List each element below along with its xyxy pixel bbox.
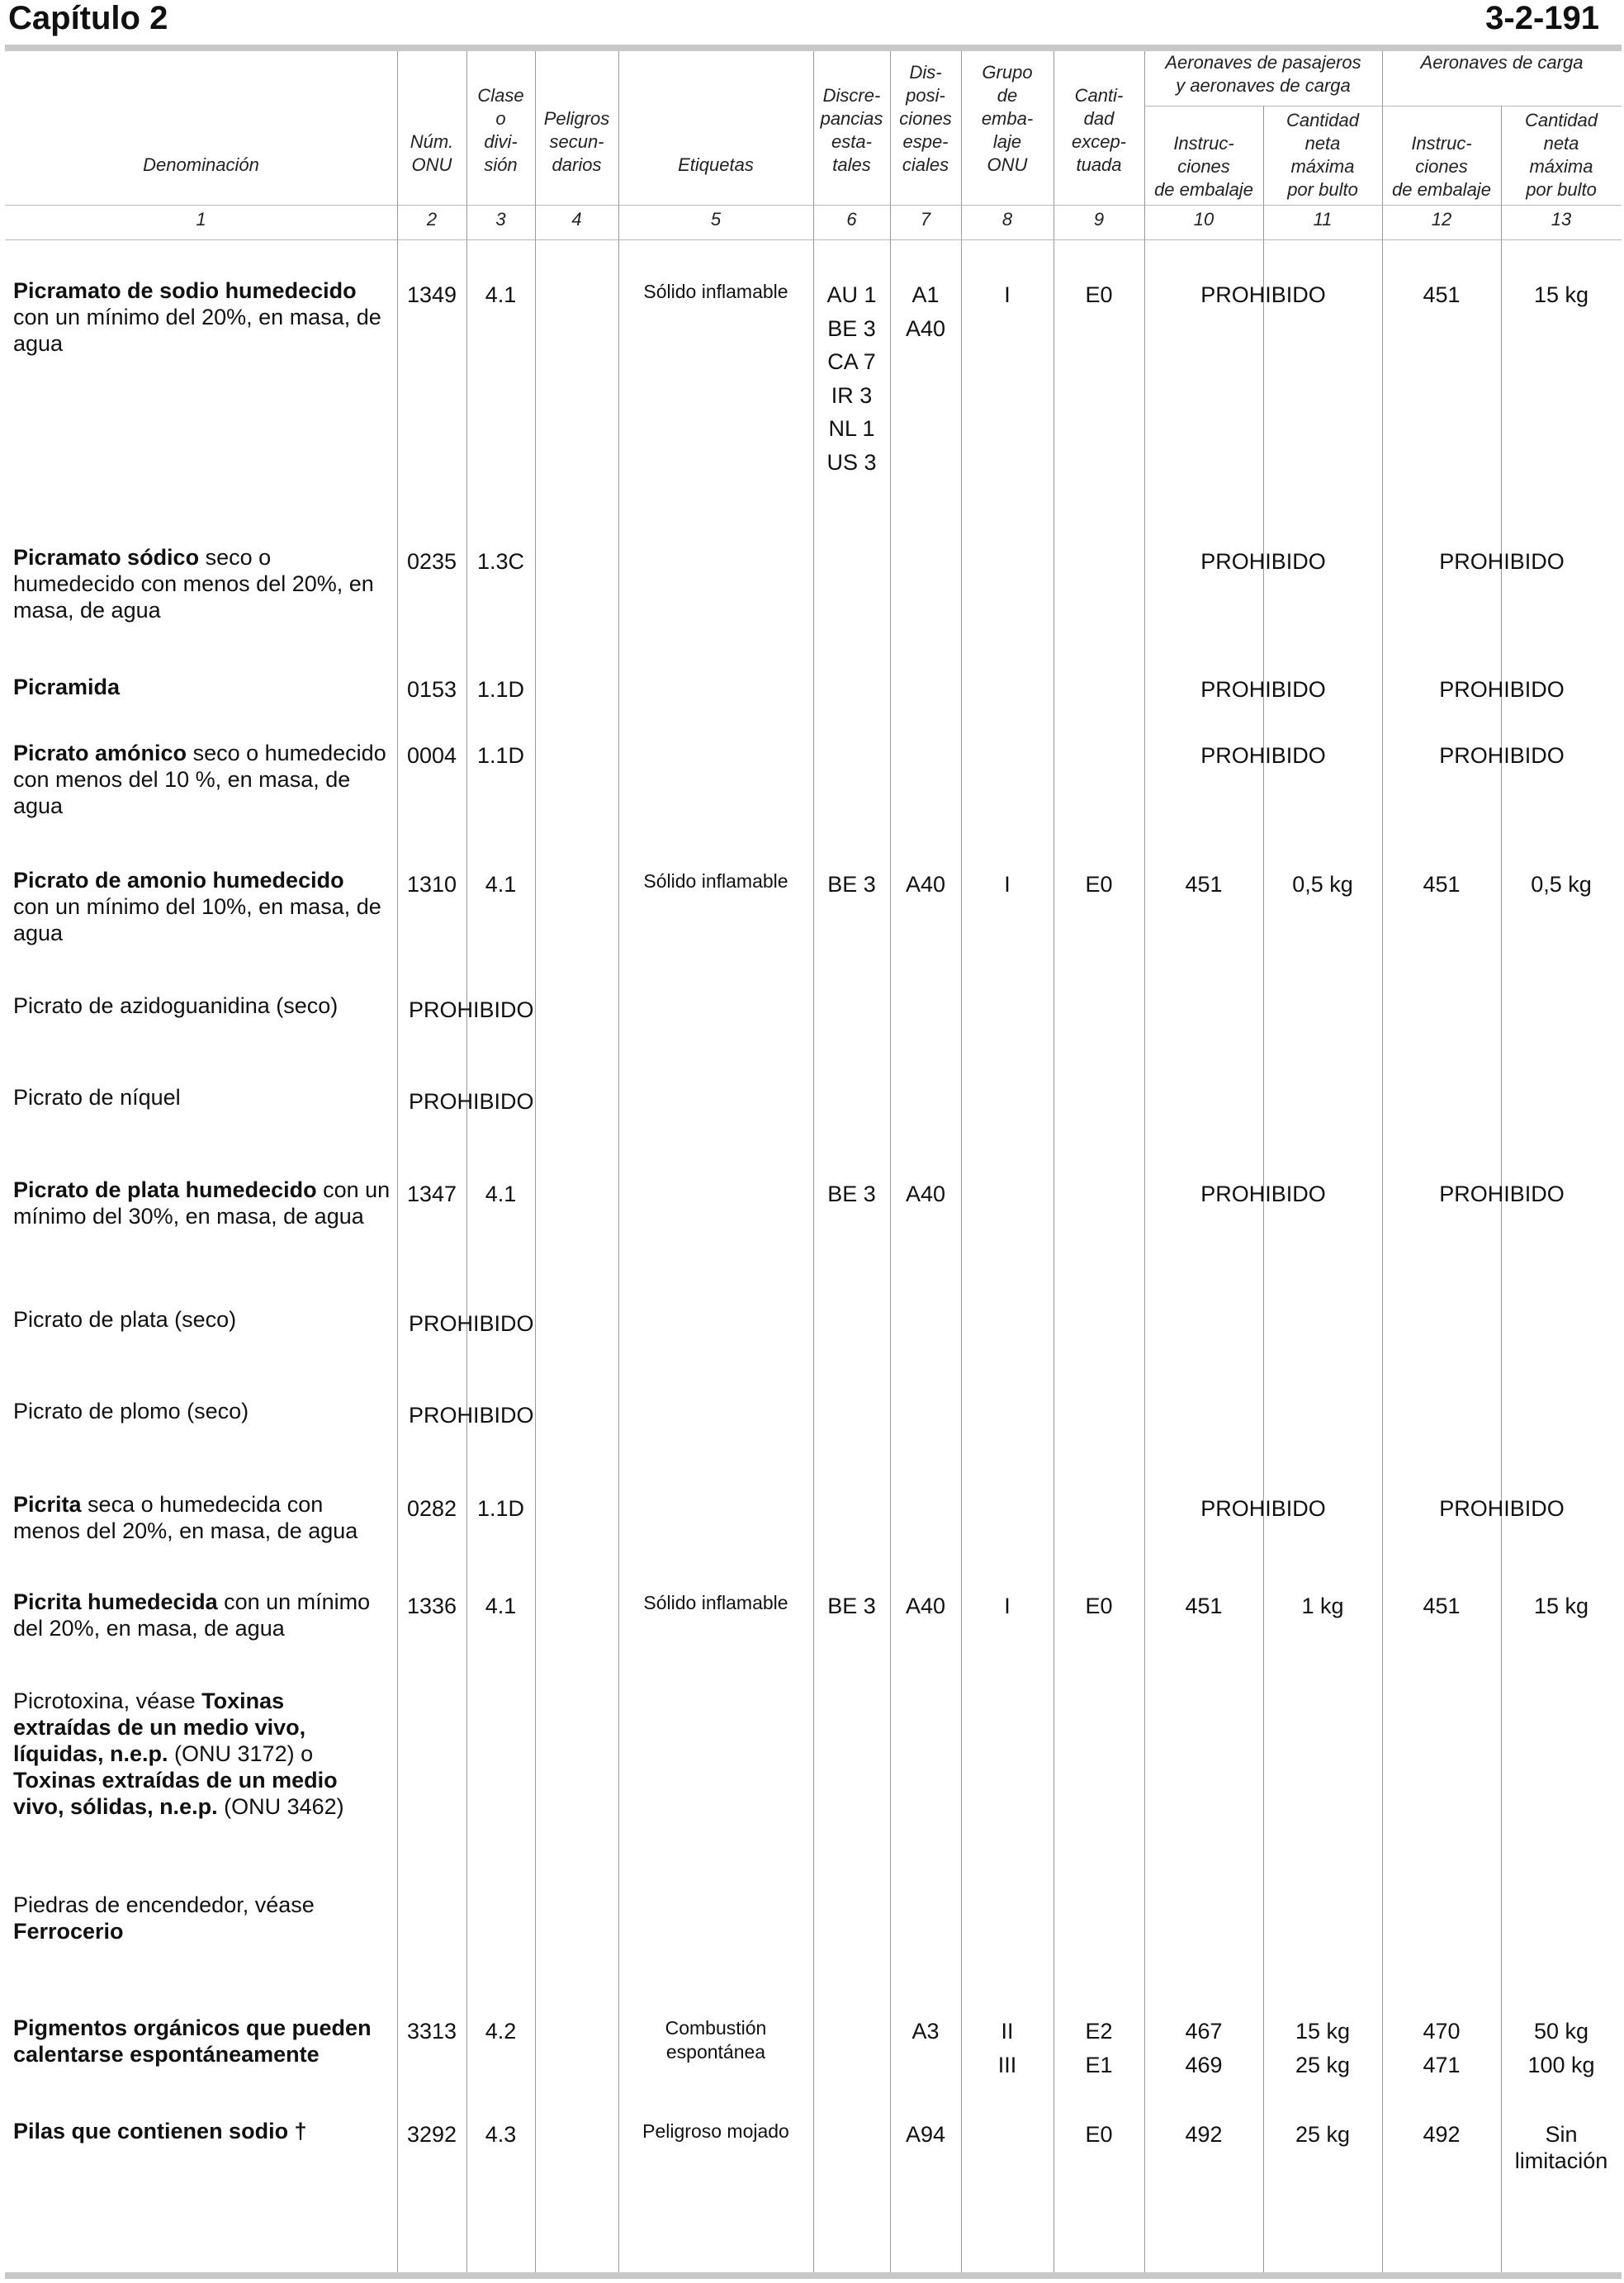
row-12-class: 4.1 [485,1594,517,1618]
row-7-forbidden: PROHIBIDO [409,1089,534,1114]
column-number: 12 [1431,209,1452,230]
row-1-packing-group: I [1004,282,1011,307]
row-5-passenger-qty: 0,5 kg [1292,872,1353,897]
header-disposiciones: Dis- posi- ciones espe- ciales [899,62,952,175]
row-12-passenger-qty: 1 kg [1301,1594,1344,1618]
row-15-excepted: E2 E1 [1085,2019,1113,2077]
row-8-passenger: PROHIBIDO [1200,1182,1326,1206]
group-header-divider [1144,106,1622,107]
row-16-excepted: E0 [1085,2122,1113,2147]
col-line-6 [890,51,891,2272]
row-12-cargo-qty: 15 kg [1533,1594,1589,1618]
row-5-variations: BE 3 [827,872,876,897]
row-8-cargo: PROHIBIDO [1439,1182,1565,1206]
row-16-name: Pilas que contienen sodio † [13,2119,307,2143]
row-6-name: Picrato de azidoguanidina (seco) [13,993,339,1018]
row-3-cargo: PROHIBIDO [1439,677,1565,702]
row-15-passenger-pi: 467 469 [1185,2019,1223,2077]
row-10-forbidden: PROHIBIDO [409,1403,534,1428]
row-4-cargo: PROHIBIDO [1439,743,1565,768]
col-line-3 [535,51,536,2272]
header-passenger-aircraft: Aeronaves de pasajeros y aeronaves de carga [1165,52,1361,96]
row-5-passenger-pi: 451 [1185,872,1223,897]
row-12-packing-group: I [1004,1594,1011,1618]
row-16-label: Peligroso mojado [642,2120,789,2142]
row-1-special: A1 A40 [905,282,946,341]
col-line-2 [466,51,467,2272]
row-3-name: Picramida [13,675,121,699]
row-5-packing-group: I [1004,872,1011,897]
column-number: 7 [920,209,931,230]
row-2-passenger: PROHIBIDO [1200,549,1326,574]
row-9-forbidden: PROHIBIDO [409,1311,534,1336]
row-5-un: 1310 [406,872,457,897]
row-1-un: 1349 [406,282,457,307]
row-11-class: 1.1D [476,1496,525,1521]
row-5-name: Picrato de amonio humedecido con un mínimo del 10%, en masa, de agua [13,868,381,945]
column-number: 9 [1093,209,1105,230]
header-cantidad-cargo: Cantidad neta máxima por bulto [1524,110,1598,200]
row-8-class: 4.1 [485,1182,517,1206]
row-2-class: 1.3C [476,549,525,574]
row-12-cargo-pi: 451 [1423,1594,1461,1618]
row-1-passenger: PROHIBIDO [1200,282,1326,307]
row-16-special: A94 [905,2122,946,2147]
row-1-excepted: E0 [1085,282,1113,307]
column-number: 5 [710,209,722,230]
col-line-9 [1144,51,1145,2272]
row-2-cargo: PROHIBIDO [1439,549,1565,574]
row-4-class: 1.1D [476,743,525,768]
row-2-un: 0235 [406,549,457,574]
row-12-special: A40 [905,1594,946,1618]
page-number: 3-2-191 [1485,0,1599,36]
row-12-label: Sólido inflamable [643,1592,788,1613]
header-num-onu: Núm. ONU [410,131,454,175]
row-5-cargo-qty: 0,5 kg [1531,872,1592,897]
row-15-class: 4.2 [485,2019,517,2044]
row-8-special: A40 [905,1182,946,1206]
column-number: 13 [1551,209,1572,230]
header-instrucciones-pax: Instruc- ciones de embalaje [1154,133,1253,200]
row-12-excepted: E0 [1085,1594,1113,1618]
row-15-cargo-qty: 50 kg 100 kg [1527,2019,1595,2077]
row-16-passenger-pi: 492 [1185,2122,1223,2147]
col-line-11 [1382,51,1383,2272]
row-4-un: 0004 [406,743,457,768]
row-4-passenger: PROHIBIDO [1200,743,1326,768]
row-12-name: Picrita humedecida con un mínimo del 20%, en masa, de agua [13,1589,371,1641]
row-1-class: 4.1 [485,282,517,307]
row-16-cargo-qty: Sin limitación [1514,2122,1608,2173]
header-peligros: Peligros secun- darios [543,108,610,175]
row-16-passenger-qty: 25 kg [1295,2122,1351,2147]
column-number: 11 [1313,209,1333,230]
row-1-name: Picramato de sodio humedecido con un mínimo del 20%, en masa, de agua [13,278,381,356]
row-5-label: Sólido inflamable [643,870,788,892]
row-12-un: 1336 [406,1594,457,1618]
row-15-cargo-pi: 470 471 [1423,2019,1461,2077]
row-4-name: Picrato amónico seco o humedecido con menos del 10 %, en masa, de agua [13,741,386,818]
row-11-cargo: PROHIBIDO [1439,1496,1565,1521]
row-1-variations: AU 1 BE 3 CA 7 IR 3 NL 1 US 3 [826,282,877,475]
row-11-passenger: PROHIBIDO [1200,1496,1326,1521]
row-5-special: A40 [905,872,946,897]
row-1-cargo-pi: 451 [1423,282,1461,307]
row-2-name: Picramato sódico seco o humedecido con menos del 20%, en masa, de agua [13,545,374,623]
column-number: 10 [1193,209,1214,230]
header-discrepancias: Discre- pancias esta- tales [820,85,883,175]
row-11-un: 0282 [406,1496,457,1521]
column-number: 8 [1001,209,1013,230]
col-line-1 [397,51,398,2272]
row-5-class: 4.1 [485,872,517,897]
row-3-un: 0153 [406,677,457,702]
header-grupo-embalaje: Grupo de emba- laje ONU [981,62,1034,175]
header-etiquetas: Etiquetas [678,154,754,175]
header-cantidad-pax: Cantidad neta máxima por bulto [1285,110,1360,200]
bottom-rule [5,2272,1622,2279]
row-3-passenger: PROHIBIDO [1200,677,1326,702]
row-3-class: 1.1D [476,677,525,702]
row-10-name: Picrato de plomo (seco) [13,1399,249,1423]
row-13-name: Picrotoxina, véase Toxinas extraídas de un medio vivo, líquidas, n.e.p. (ONU 3172) o Toxinas extraídas de un medio vivo, sólidas, n.e.p. (ONU 3462) [13,1689,344,1819]
chapter-title: Capítulo 2 [8,0,168,36]
header-instrucciones-cargo: Instruc- ciones de embalaje [1392,133,1491,200]
header-cargo-aircraft: Aeronaves de carga [1420,52,1584,73]
row-15-special: A3 [911,2019,940,2044]
row-9-name: Picrato de plata (seco) [13,1307,237,1332]
row-1-label: Sólido inflamable [643,281,788,302]
header-clase: Clase o divi- sión [477,85,524,175]
row-15-packing-group: II III [997,2019,1017,2077]
row-5-cargo-pi: 451 [1423,872,1461,897]
column-number: 4 [571,209,582,230]
header-denominacion: Denominación [143,154,259,175]
row-5-excepted: E0 [1085,872,1113,897]
column-number: 6 [846,209,857,230]
row-12-variations: BE 3 [827,1594,876,1618]
column-number: 2 [426,209,438,230]
column-number: 3 [495,209,506,230]
row-1-cargo-qty: 15 kg [1533,282,1589,307]
header-cantidad-exceptuada: Canti- dad excep- tuada [1071,85,1127,175]
top-rule [5,45,1622,51]
row-8-un: 1347 [406,1182,457,1206]
column-number: 1 [196,209,206,230]
row-15-passenger-qty: 15 kg 25 kg [1295,2019,1351,2077]
row-6-forbidden: PROHIBIDO [409,997,534,1022]
col-line-4 [618,51,619,2272]
row-14-name: Piedras de encendedor, véase Ferrocerio [13,1892,315,1944]
row-12-passenger-pi: 451 [1185,1594,1223,1618]
row-16-un: 3292 [406,2122,457,2147]
row-11-name: Picrita seca o humedecida con menos del 20%, en masa, de agua [13,1492,358,1543]
row-8-name: Picrato de plata humedecido con un mínimo del 30%, en masa, de agua [13,1177,391,1229]
row-16-cargo-pi: 492 [1423,2122,1461,2147]
row-16-class: 4.3 [485,2122,517,2147]
row-7-name: Picrato de níquel [13,1085,181,1110]
col-line-8 [1053,51,1054,2272]
row-15-label: Combustión espontánea [665,2017,767,2063]
row-15-name: Pigmentos orgánicos que pueden calentarse espontáneamente [13,2015,372,2067]
row-15-un: 3313 [406,2019,457,2044]
row-8-variations: BE 3 [827,1182,876,1206]
col-line-7 [961,51,962,2272]
